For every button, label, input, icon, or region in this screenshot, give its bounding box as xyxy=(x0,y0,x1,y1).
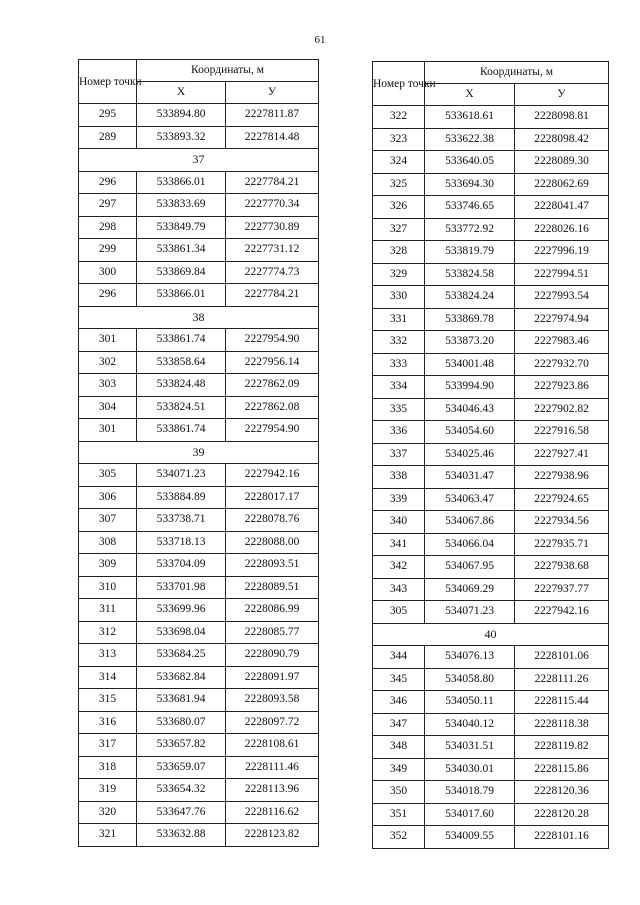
group-header-row xyxy=(79,441,319,464)
x-coordinate-cell: 533824.48 xyxy=(137,374,226,397)
x-coordinate-cell: 534063.47 xyxy=(425,488,515,511)
point-number-cell: 322 xyxy=(373,106,425,129)
table-row xyxy=(79,554,319,577)
point-number-cell: 340 xyxy=(373,511,425,534)
y-coordinate-cell: 2228093.51 xyxy=(226,554,319,577)
y-coordinate-cell: 2227937.77 xyxy=(515,578,609,601)
point-number-cell: 351 xyxy=(373,803,425,826)
y-coordinate-cell: 2227954.90 xyxy=(226,419,319,442)
table-row xyxy=(373,803,609,826)
point-number-cell: 337 xyxy=(373,443,425,466)
table-row xyxy=(373,781,609,804)
x-coordinate-cell: 533869.78 xyxy=(425,308,515,331)
table-row xyxy=(79,284,319,307)
x-coordinate-cell: 534050.11 xyxy=(425,691,515,714)
table-row xyxy=(79,824,319,847)
y-coordinate-cell: 2228098.81 xyxy=(515,106,609,129)
group-header-row xyxy=(79,306,319,329)
y-coordinate-cell: 2228113.96 xyxy=(226,779,319,802)
table-row xyxy=(79,261,319,284)
point-number-cell: 296 xyxy=(79,284,137,307)
x-coordinate-cell: 534009.55 xyxy=(425,826,515,849)
table-row xyxy=(373,196,609,219)
y-coordinate-cell: 2228120.28 xyxy=(515,803,609,826)
table-row xyxy=(79,599,319,622)
point-number-cell: 295 xyxy=(79,104,137,127)
x-coordinate-cell: 534076.13 xyxy=(425,646,515,669)
point-number-cell: 335 xyxy=(373,398,425,421)
table-row xyxy=(79,216,319,239)
table-row xyxy=(373,331,609,354)
table-row xyxy=(79,194,319,217)
y-coordinate-cell: 2227784.21 xyxy=(226,171,319,194)
y-coordinate-cell: 2227814.48 xyxy=(226,126,319,149)
y-coordinate-cell: 2228116.62 xyxy=(226,801,319,824)
y-coordinate-cell: 2227942.16 xyxy=(226,464,319,487)
point-number-cell: 302 xyxy=(79,351,137,374)
table-row xyxy=(79,351,319,374)
table-row xyxy=(79,486,319,509)
y-coordinate-cell: 2227934.56 xyxy=(515,511,609,534)
point-number-cell: 344 xyxy=(373,646,425,669)
point-number-cell: 307 xyxy=(79,509,137,532)
point-number-cell: 334 xyxy=(373,376,425,399)
table-row xyxy=(79,756,319,779)
y-coordinate-cell: 2228097.72 xyxy=(226,711,319,734)
table-row xyxy=(373,488,609,511)
x-coordinate-cell: 533893.32 xyxy=(137,126,226,149)
point-number-cell: 345 xyxy=(373,668,425,691)
x-coordinate-cell: 533894.80 xyxy=(137,104,226,127)
y-coordinate-cell: 2228115.86 xyxy=(515,758,609,781)
table-row xyxy=(373,376,609,399)
table-row xyxy=(373,556,609,579)
point-number-cell: 352 xyxy=(373,826,425,849)
table-row xyxy=(373,601,609,624)
group-number: 40 xyxy=(373,623,609,646)
x-coordinate-cell: 533632.88 xyxy=(137,824,226,847)
point-number-cell: 316 xyxy=(79,711,137,734)
table-row xyxy=(373,713,609,736)
x-coordinate-cell: 533659.07 xyxy=(137,756,226,779)
point-number-cell: 304 xyxy=(79,396,137,419)
point-number-cell: 341 xyxy=(373,533,425,556)
point-number-cell: 348 xyxy=(373,736,425,759)
y-coordinate-cell: 2227938.96 xyxy=(515,466,609,489)
point-number-cell: 309 xyxy=(79,554,137,577)
x-coordinate-cell: 533698.04 xyxy=(137,621,226,644)
x-coordinate-cell: 534046.43 xyxy=(425,398,515,421)
table-row xyxy=(79,396,319,419)
header-y: У xyxy=(226,82,319,104)
y-coordinate-cell: 2228041.47 xyxy=(515,196,609,219)
point-number-cell: 350 xyxy=(373,781,425,804)
table-row xyxy=(373,533,609,556)
y-coordinate-cell: 2228090.79 xyxy=(226,644,319,667)
point-number-cell: 339 xyxy=(373,488,425,511)
y-coordinate-cell: 2228123.82 xyxy=(226,824,319,847)
x-coordinate-cell: 533618.61 xyxy=(425,106,515,129)
x-coordinate-cell: 534071.23 xyxy=(425,601,515,624)
x-coordinate-cell: 533701.98 xyxy=(137,576,226,599)
x-coordinate-cell: 533861.74 xyxy=(137,329,226,352)
table-row xyxy=(373,241,609,264)
x-coordinate-cell: 533699.96 xyxy=(137,599,226,622)
point-number-cell: 318 xyxy=(79,756,137,779)
point-number-cell: 321 xyxy=(79,824,137,847)
x-coordinate-cell: 533682.84 xyxy=(137,666,226,689)
point-number-cell: 338 xyxy=(373,466,425,489)
table-row xyxy=(79,329,319,352)
x-coordinate-cell: 533858.64 xyxy=(137,351,226,374)
point-number-cell: 329 xyxy=(373,263,425,286)
y-coordinate-cell: 2227932.70 xyxy=(515,353,609,376)
x-coordinate-cell: 533884.89 xyxy=(137,486,226,509)
table-row xyxy=(373,466,609,489)
y-coordinate-cell: 2227923.86 xyxy=(515,376,609,399)
y-coordinate-cell: 2227927.41 xyxy=(515,443,609,466)
x-coordinate-cell: 534030.01 xyxy=(425,758,515,781)
point-number-cell: 313 xyxy=(79,644,137,667)
y-coordinate-cell: 2228088.00 xyxy=(226,531,319,554)
point-number-cell: 297 xyxy=(79,194,137,217)
point-number-cell: 310 xyxy=(79,576,137,599)
x-coordinate-cell: 533640.05 xyxy=(425,151,515,174)
y-coordinate-cell: 2227983.46 xyxy=(515,331,609,354)
x-coordinate-cell: 533738.71 xyxy=(137,509,226,532)
y-coordinate-cell: 2228098.42 xyxy=(515,128,609,151)
point-number-cell: 333 xyxy=(373,353,425,376)
table-row xyxy=(79,419,319,442)
x-coordinate-cell: 534066.04 xyxy=(425,533,515,556)
table-row xyxy=(373,421,609,444)
table-row xyxy=(373,106,609,129)
y-coordinate-cell: 2227902.82 xyxy=(515,398,609,421)
x-coordinate-cell: 534058.80 xyxy=(425,668,515,691)
table-row xyxy=(373,691,609,714)
x-coordinate-cell: 533866.01 xyxy=(137,171,226,194)
y-coordinate-cell: 2227993.54 xyxy=(515,286,609,309)
group-number: 39 xyxy=(79,441,319,464)
header-y: У xyxy=(515,84,609,106)
point-number-cell: 303 xyxy=(79,374,137,397)
table-row xyxy=(373,736,609,759)
table-row xyxy=(79,576,319,599)
y-coordinate-cell: 2228089.30 xyxy=(515,151,609,174)
y-coordinate-cell: 2228089.51 xyxy=(226,576,319,599)
x-coordinate-cell: 533849.79 xyxy=(137,216,226,239)
point-number-cell: 312 xyxy=(79,621,137,644)
table-row xyxy=(373,128,609,151)
y-coordinate-cell: 2228115.44 xyxy=(515,691,609,714)
point-number-cell: 314 xyxy=(79,666,137,689)
point-number-cell: 346 xyxy=(373,691,425,714)
y-coordinate-cell: 2227862.08 xyxy=(226,396,319,419)
table-row xyxy=(373,646,609,669)
x-coordinate-cell: 533824.24 xyxy=(425,286,515,309)
table-row xyxy=(79,644,319,667)
header-x: Х xyxy=(137,82,226,104)
x-coordinate-cell: 534017.60 xyxy=(425,803,515,826)
y-coordinate-cell: 2228086.99 xyxy=(226,599,319,622)
table-row xyxy=(373,151,609,174)
point-number-cell: 320 xyxy=(79,801,137,824)
table-row xyxy=(79,126,319,149)
point-number-cell: 319 xyxy=(79,779,137,802)
x-coordinate-cell: 534031.47 xyxy=(425,466,515,489)
x-coordinate-cell: 533681.94 xyxy=(137,689,226,712)
header-coordinates: Координаты, м xyxy=(137,60,319,82)
y-coordinate-cell: 2227956.14 xyxy=(226,351,319,374)
x-coordinate-cell: 533680.07 xyxy=(137,711,226,734)
point-number-cell: 325 xyxy=(373,173,425,196)
table-row xyxy=(373,826,609,849)
table-row xyxy=(373,263,609,286)
page-number: 61 xyxy=(314,34,326,46)
y-coordinate-cell: 2228101.16 xyxy=(515,826,609,849)
table-row xyxy=(373,173,609,196)
y-coordinate-cell: 2227730.89 xyxy=(226,216,319,239)
y-coordinate-cell: 2227938.68 xyxy=(515,556,609,579)
x-coordinate-cell: 534071.23 xyxy=(137,464,226,487)
table-row xyxy=(79,509,319,532)
point-number-cell: 324 xyxy=(373,151,425,174)
y-coordinate-cell: 2227935.71 xyxy=(515,533,609,556)
x-coordinate-cell: 533694.30 xyxy=(425,173,515,196)
table-row xyxy=(373,218,609,241)
x-coordinate-cell: 534018.79 xyxy=(425,781,515,804)
y-coordinate-cell: 2228111.26 xyxy=(515,668,609,691)
point-number-cell: 311 xyxy=(79,599,137,622)
x-coordinate-cell: 534001.48 xyxy=(425,353,515,376)
coordinates-table-right xyxy=(372,61,609,849)
group-header-row xyxy=(79,149,319,172)
y-coordinate-cell: 2227974.94 xyxy=(515,308,609,331)
x-coordinate-cell: 533833.69 xyxy=(137,194,226,217)
point-number-cell: 305 xyxy=(79,464,137,487)
table-row xyxy=(373,353,609,376)
y-coordinate-cell: 2228120.36 xyxy=(515,781,609,804)
point-number-cell: 347 xyxy=(373,713,425,736)
y-coordinate-cell: 2228085.77 xyxy=(226,621,319,644)
x-coordinate-cell: 533718.13 xyxy=(137,531,226,554)
y-coordinate-cell: 2228119.82 xyxy=(515,736,609,759)
table-row xyxy=(79,531,319,554)
x-coordinate-cell: 533704.09 xyxy=(137,554,226,577)
x-coordinate-cell: 533819.79 xyxy=(425,241,515,264)
x-coordinate-cell: 534040.12 xyxy=(425,713,515,736)
table-row xyxy=(373,286,609,309)
group-header-row xyxy=(373,623,609,646)
table-row xyxy=(79,104,319,127)
header-coordinates: Координаты, м xyxy=(425,62,609,84)
y-coordinate-cell: 2227811.87 xyxy=(226,104,319,127)
table-row xyxy=(79,779,319,802)
y-coordinate-cell: 2227916.58 xyxy=(515,421,609,444)
point-number-cell: 298 xyxy=(79,216,137,239)
y-coordinate-cell: 2228101.06 xyxy=(515,646,609,669)
x-coordinate-cell: 534069.29 xyxy=(425,578,515,601)
table-row xyxy=(79,689,319,712)
point-number-cell: 296 xyxy=(79,171,137,194)
x-coordinate-cell: 533861.74 xyxy=(137,419,226,442)
x-coordinate-cell: 533746.65 xyxy=(425,196,515,219)
y-coordinate-cell: 2227996.19 xyxy=(515,241,609,264)
y-coordinate-cell: 2228118.38 xyxy=(515,713,609,736)
y-coordinate-cell: 2228062.69 xyxy=(515,173,609,196)
point-number-cell: 300 xyxy=(79,261,137,284)
point-number-cell: 332 xyxy=(373,331,425,354)
y-coordinate-cell: 2227862.09 xyxy=(226,374,319,397)
y-coordinate-cell: 2227731.12 xyxy=(226,239,319,262)
point-number-cell: 305 xyxy=(373,601,425,624)
table-row xyxy=(79,621,319,644)
table-row xyxy=(79,464,319,487)
x-coordinate-cell: 533873.20 xyxy=(425,331,515,354)
x-coordinate-cell: 533994.90 xyxy=(425,376,515,399)
x-coordinate-cell: 533684.25 xyxy=(137,644,226,667)
table-row xyxy=(373,511,609,534)
table-row xyxy=(373,758,609,781)
x-coordinate-cell: 533622.38 xyxy=(425,128,515,151)
y-coordinate-cell: 2227994.51 xyxy=(515,263,609,286)
table-row xyxy=(373,398,609,421)
table-row xyxy=(373,578,609,601)
y-coordinate-cell: 2227954.90 xyxy=(226,329,319,352)
point-number-cell: 342 xyxy=(373,556,425,579)
y-coordinate-cell: 2227770.34 xyxy=(226,194,319,217)
x-coordinate-cell: 534054.60 xyxy=(425,421,515,444)
point-number-cell: 323 xyxy=(373,128,425,151)
point-number-cell: 349 xyxy=(373,758,425,781)
table-row xyxy=(79,801,319,824)
group-number: 38 xyxy=(79,306,319,329)
point-number-cell: 301 xyxy=(79,329,137,352)
point-number-cell: 330 xyxy=(373,286,425,309)
y-coordinate-cell: 2228093.58 xyxy=(226,689,319,712)
table-row xyxy=(373,308,609,331)
table-row xyxy=(373,668,609,691)
y-coordinate-cell: 2228091.97 xyxy=(226,666,319,689)
point-number-cell: 289 xyxy=(79,126,137,149)
x-coordinate-cell: 533772.92 xyxy=(425,218,515,241)
point-number-cell: 336 xyxy=(373,421,425,444)
x-coordinate-cell: 533866.01 xyxy=(137,284,226,307)
y-coordinate-cell: 2228108.61 xyxy=(226,734,319,757)
x-coordinate-cell: 533824.58 xyxy=(425,263,515,286)
table-row xyxy=(79,734,319,757)
x-coordinate-cell: 534067.95 xyxy=(425,556,515,579)
y-coordinate-cell: 2227942.16 xyxy=(515,601,609,624)
table-row xyxy=(373,443,609,466)
group-number: 37 xyxy=(79,149,319,172)
point-number-cell: 326 xyxy=(373,196,425,219)
table-row xyxy=(79,171,319,194)
point-number-cell: 308 xyxy=(79,531,137,554)
point-number-cell: 328 xyxy=(373,241,425,264)
point-number-cell: 315 xyxy=(79,689,137,712)
point-number-cell: 343 xyxy=(373,578,425,601)
y-coordinate-cell: 2228111.46 xyxy=(226,756,319,779)
coordinates-table-left xyxy=(78,59,319,847)
point-number-cell: 306 xyxy=(79,486,137,509)
point-number-cell: 331 xyxy=(373,308,425,331)
x-coordinate-cell: 533647.76 xyxy=(137,801,226,824)
header-point-number: Номер точки xyxy=(373,62,425,106)
y-coordinate-cell: 2227784.21 xyxy=(226,284,319,307)
header-point-number: Номер точки xyxy=(79,60,137,104)
y-coordinate-cell: 2227774.73 xyxy=(226,261,319,284)
x-coordinate-cell: 534031.51 xyxy=(425,736,515,759)
y-coordinate-cell: 2228026.16 xyxy=(515,218,609,241)
header-x: Х xyxy=(425,84,515,106)
table-row xyxy=(79,711,319,734)
table-row xyxy=(79,666,319,689)
x-coordinate-cell: 533654.32 xyxy=(137,779,226,802)
x-coordinate-cell: 533869.84 xyxy=(137,261,226,284)
x-coordinate-cell: 533657.82 xyxy=(137,734,226,757)
y-coordinate-cell: 2228017.17 xyxy=(226,486,319,509)
table-row xyxy=(79,239,319,262)
x-coordinate-cell: 534067.86 xyxy=(425,511,515,534)
point-number-cell: 299 xyxy=(79,239,137,262)
x-coordinate-cell: 533824.51 xyxy=(137,396,226,419)
x-coordinate-cell: 533861.34 xyxy=(137,239,226,262)
point-number-cell: 317 xyxy=(79,734,137,757)
y-coordinate-cell: 2228078.76 xyxy=(226,509,319,532)
x-coordinate-cell: 534025.46 xyxy=(425,443,515,466)
table-row xyxy=(79,374,319,397)
point-number-cell: 301 xyxy=(79,419,137,442)
y-coordinate-cell: 2227924.65 xyxy=(515,488,609,511)
point-number-cell: 327 xyxy=(373,218,425,241)
